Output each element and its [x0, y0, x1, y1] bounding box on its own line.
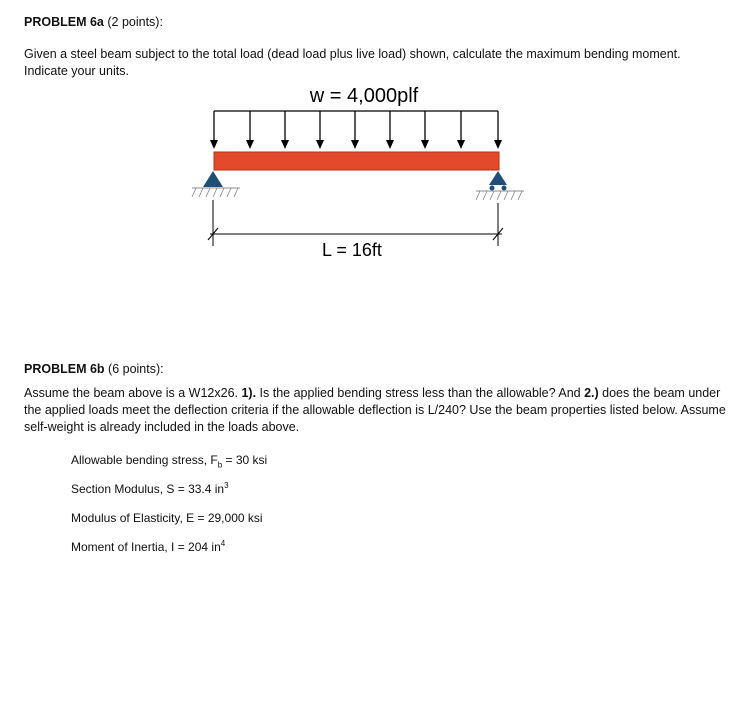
property-moment-inertia: [71, 539, 225, 556]
load-arrowhead: [281, 140, 289, 149]
load-arrowhead: [457, 140, 465, 149]
span-label: L = 16ft: [322, 240, 382, 260]
problem-6b-points: (6 points):: [104, 362, 164, 376]
roller-triangle: [489, 171, 507, 185]
property-value: = 30 ksi: [222, 453, 268, 467]
load-arrowhead: [316, 140, 324, 149]
roller-wheel-right: [502, 186, 507, 191]
beam: [214, 152, 499, 170]
property-bending-stress: [71, 452, 267, 469]
problem-6a-title: PROBLEM 6a: [24, 15, 104, 29]
problem-6b-text-c: does the beam under the applied loads meet the deflection criteria if the allowable deflection is L/240? Use the beam properties listed below. Assume self-weight is already included in the loads above.: [24, 386, 726, 434]
load-arrowhead: [210, 140, 218, 149]
property-superscript: 4: [220, 539, 226, 548]
roller-wheel-left: [490, 186, 495, 191]
property-label: Allowable bending stress, F: [71, 453, 218, 467]
property-label: Moment of Inertia, I = 204 in: [71, 540, 221, 554]
problem-6b-text: [24, 385, 729, 436]
problem-6b-heading: [24, 361, 164, 378]
ground-hatch-left: [192, 188, 238, 197]
property-subscript: b: [217, 460, 223, 470]
question-2-number: 2.): [584, 386, 599, 400]
beam-diagram: [0, 0, 749, 300]
load-arrowhead: [421, 140, 429, 149]
problem-6b-text-b: Is the applied bending stress less than the allowable? And: [256, 386, 585, 400]
question-1-number: 1).: [241, 386, 257, 400]
problem-6b-text-a: Assume the beam above is a W12x26.: [24, 386, 242, 400]
distributed-load: [210, 111, 502, 149]
property-modulus-elasticity: [71, 510, 263, 527]
property-superscript: 3: [224, 481, 229, 490]
load-arrowhead: [494, 140, 502, 149]
problem-6b-title: PROBLEM 6b: [24, 362, 105, 376]
load-label: w = 4,000plf: [309, 85, 419, 107]
roller-support: [476, 171, 524, 200]
problem-6a-line2: Indicate your units.: [24, 64, 129, 78]
pin-triangle: [203, 171, 223, 187]
property-section-modulus: [71, 481, 229, 498]
load-arrowhead: [351, 140, 359, 149]
property-label: Modulus of Elasticity, E = 29,000 ksi: [71, 511, 263, 525]
ground-hatch-right: [476, 191, 522, 200]
pin-support: [192, 171, 240, 197]
load-arrowhead: [246, 140, 254, 149]
load-arrowhead: [386, 140, 394, 149]
load-arrows: [210, 111, 502, 149]
problem-6a-points: (2 points):: [103, 15, 163, 29]
property-label: Section Modulus, S = 33.4 in: [71, 482, 225, 496]
problem-6a-line1: Given a steel beam subject to the total load (dead load plus live load) shown, calculate the maximum bending moment.: [24, 47, 681, 61]
